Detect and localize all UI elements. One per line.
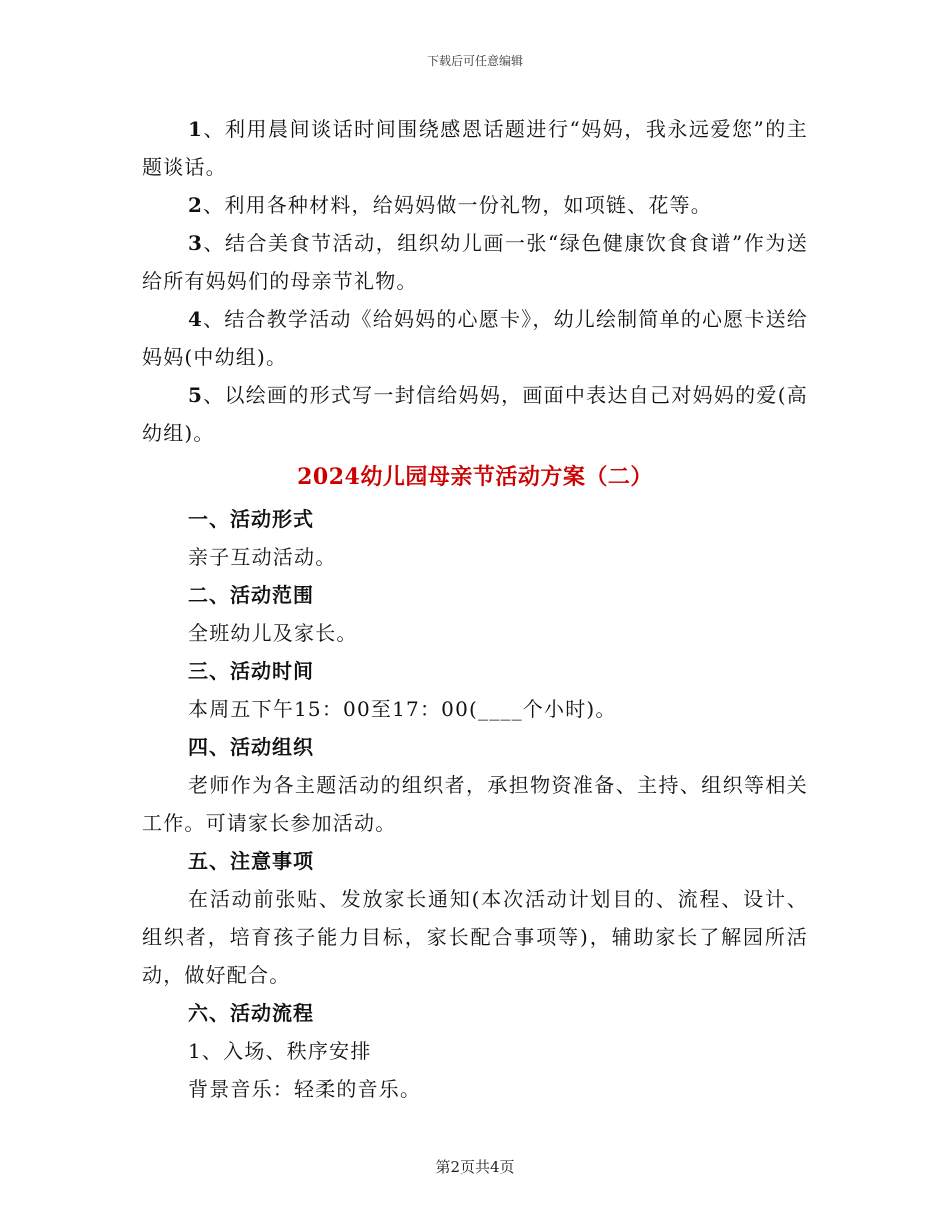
list-number: 4	[188, 307, 204, 331]
section-text-form: 亲子互动活动。	[188, 545, 337, 569]
page-footer: 第2页共4页	[435, 1158, 515, 1176]
section-heading-organization: 四、活动组织	[188, 735, 314, 759]
page-header: 下载后可任意编辑	[426, 54, 523, 68]
list-text: 、结合美食节活动，组织幼儿画一张“绿色健康饮食食谱”作为送给所有妈妈们的母亲节礼物。	[142, 231, 808, 293]
list-text: 、利用晨间谈话时间围绕感恩话题进行“妈妈，我永远爱您”的主题谈话。	[142, 117, 808, 179]
section-text-organization: 老师作为各主题活动的组织者，承担物资准备、主持、组织等相关工作。可请家长参加活动。	[142, 773, 808, 835]
section-text-scope: 全班幼儿及家长。	[188, 621, 358, 645]
section-heading-notes: 五、注意事项	[188, 849, 314, 873]
section-item-entry: 1、入场、秩序安排	[188, 1039, 372, 1063]
list-item-1	[142, 110, 808, 186]
list-text: 、利用各种材料，给妈妈做一份礼物，如项链、花等。	[203, 193, 712, 217]
section-heading-time: 三、活动时间	[188, 659, 314, 683]
list-text: 、结合教学活动《给妈妈的心愿卡》，幼儿绘制简单的心愿卡送给妈妈(中幼组)。	[142, 307, 808, 369]
section-text-music: 背景音乐：轻柔的音乐。	[188, 1077, 422, 1101]
list-item-2	[142, 186, 808, 224]
list-number: 2	[188, 193, 204, 217]
section-heading-process: 六、活动流程	[188, 1001, 314, 1025]
list-item-5	[142, 376, 808, 452]
document-title: 2024幼儿园母亲节活动方案（二）	[297, 464, 653, 490]
section-text-time: 本周五下午15：00至17：00(____个小时)。	[188, 697, 617, 721]
document-body	[142, 110, 808, 1108]
section-heading-form: 一、活动形式	[188, 507, 314, 531]
list-text: 、以绘画的形式写一封信给妈妈，画面中表达自己对妈妈的爱(高幼组)。	[142, 383, 808, 445]
list-number: 1	[188, 117, 204, 141]
list-item-3	[142, 224, 808, 300]
list-number: 3	[188, 231, 204, 255]
list-number: 5	[188, 383, 204, 407]
section-text-notes: 在活动前张贴、发放家长通知(本次活动计划目的、流程、设计、组织者，培育孩子能力目标，家长配合事项等)，辅助家长了解园所活动，做好配合。	[142, 887, 808, 987]
list-item-4	[142, 300, 808, 376]
section-heading-scope: 二、活动范围	[188, 583, 314, 607]
